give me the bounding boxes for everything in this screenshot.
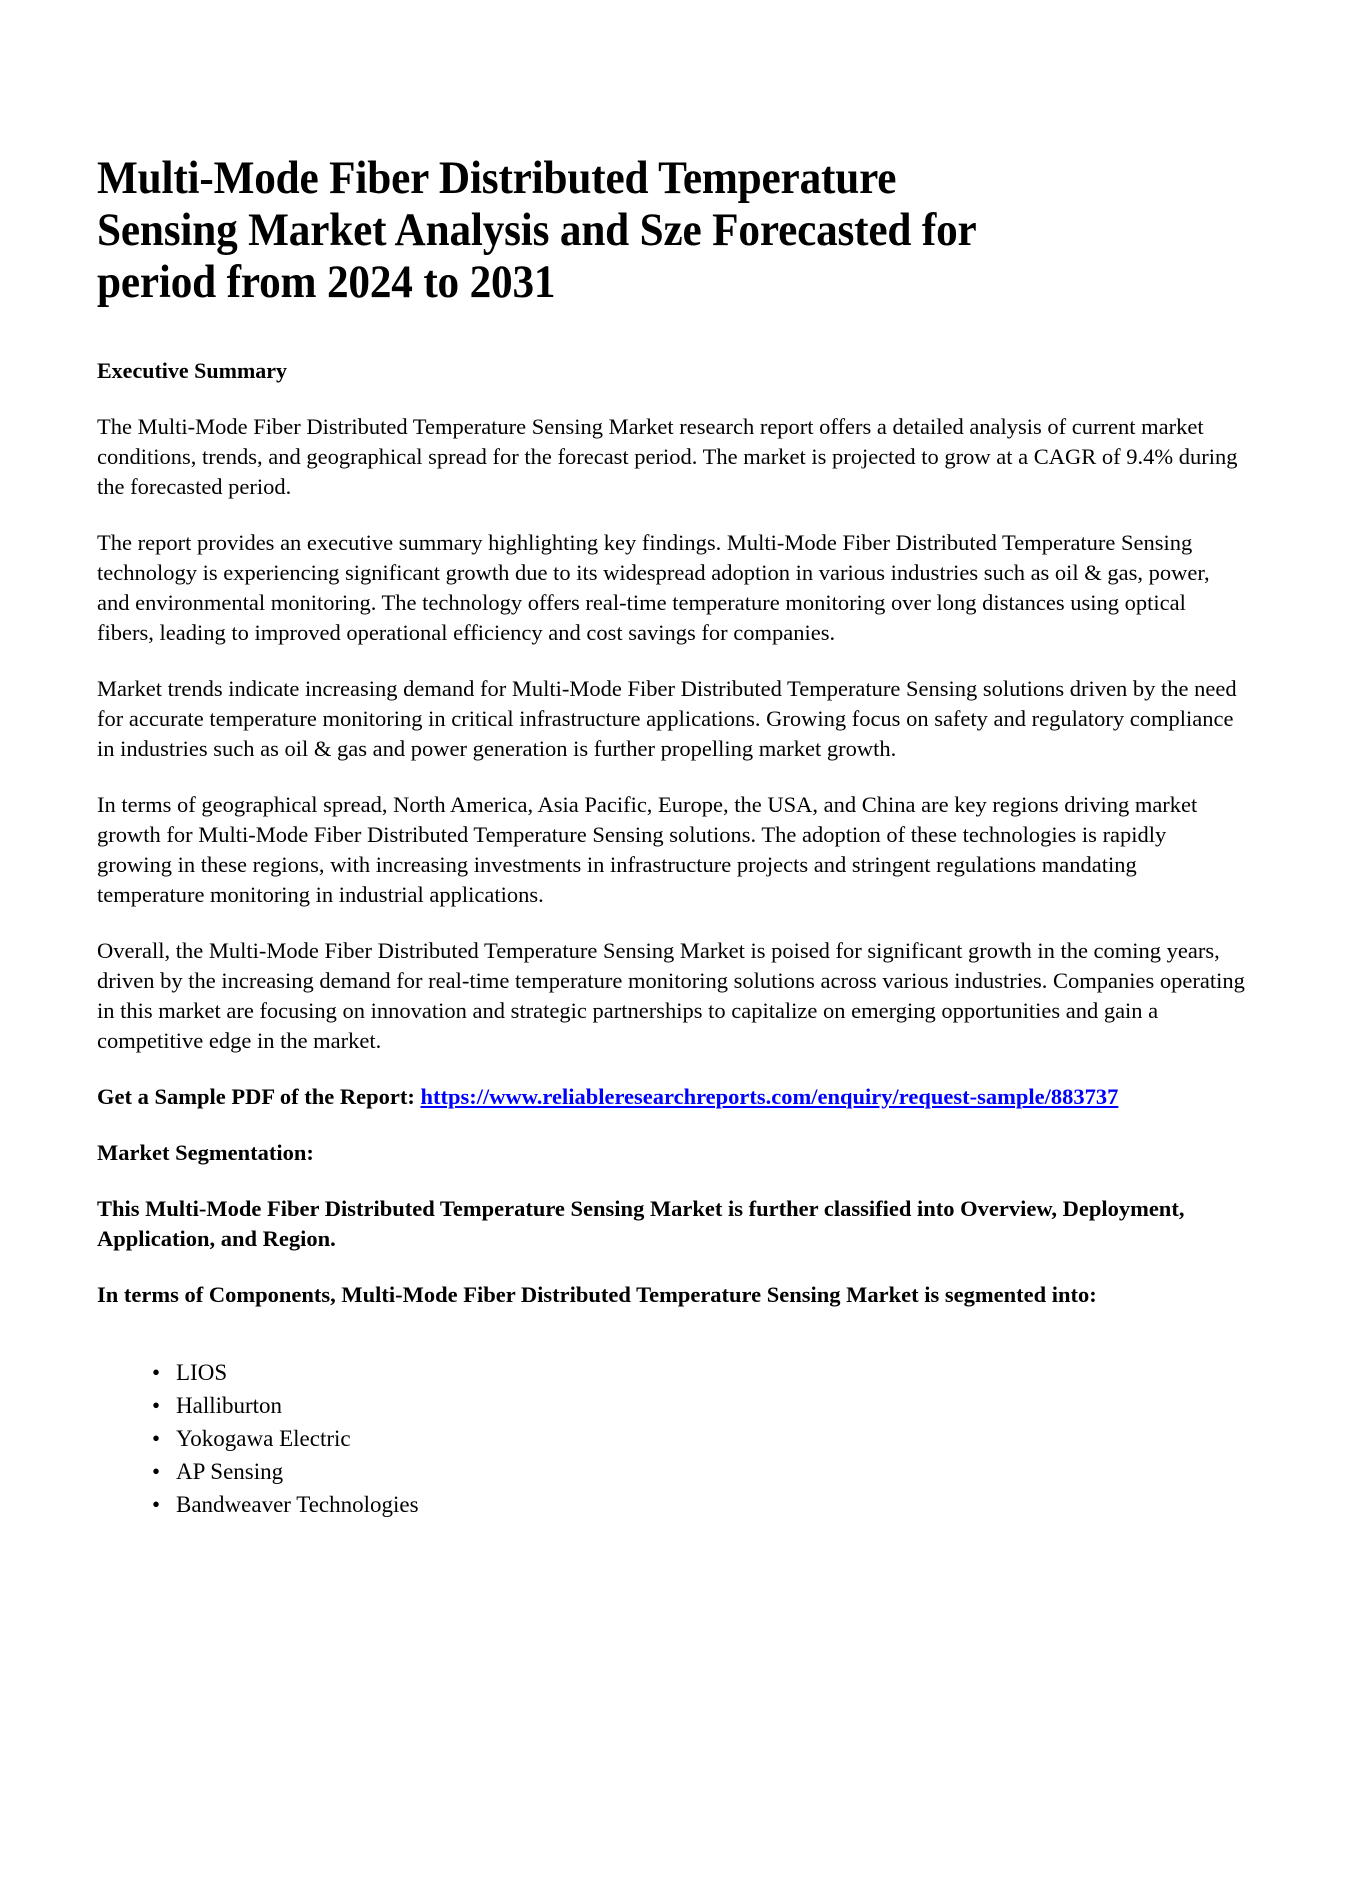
request-sample-link[interactable]: https://www.reliableresearchreports.com/enquiry/request-sample/883737 [420,1084,1119,1109]
list-item: • AP Sensing [152,1455,1245,1488]
executive-summary-paragraph-2: The report provides an executive summary highlighting key findings. Multi-Mode Fiber Distributed Temperature Sensing technology is experiencing significant growth due to its widespread adoption in various industries such as oil & gas, power, and environmental monitoring. The technology offers real-time temperature monitoring over long distances using optical fibers, leading to improved operational efficiency and cost savings for companies. [97,530,1210,645]
list-item: • LIOS [152,1356,1245,1389]
executive-summary-paragraph-1: The Multi-Mode Fiber Distributed Temperature Sensing Market research report offers a detailed analysis of current market conditions, trends, and geographical spread for the forecast period. The market is projected to grow at a CAGR of 9.4% during the forecasted period. [97,414,1238,499]
sample-pdf-label: Get a Sample PDF of the Report: [97,1084,421,1109]
list-item: • Halliburton [152,1389,1245,1422]
market-classification-text: This Multi-Mode Fiber Distributed Temperature Sensing Market is further classified into Overview, Deployment, Application, and Region. [97,1196,1185,1251]
market-segmentation-heading: Market Segmentation: [97,1140,314,1165]
list-item: • Yokogawa Electric [152,1422,1245,1455]
overall-outlook-paragraph: Overall, the Multi-Mode Fiber Distributed Temperature Sensing Market is poised for significant growth in the coming years, driven by the increasing demand for real-time temperature monitoring solutions across various industries. Companies operating in this market are focusing on innovation and strategic partnerships to capitalize on emerging opportunities and gain a competitive edge in the market. [97,938,1245,1053]
components-segmentation-heading: In terms of Components, Multi-Mode Fiber Distributed Temperature Sensing Market is segmented into: [97,1282,1097,1307]
executive-summary-heading: Executive Summary [97,358,288,383]
page-title: Multi-Mode Fiber Distributed Temperature Sensing Market Analysis and Sze Forecasted for period from 2024 to 2031 [97,152,976,308]
list-item: • Bandweaver Technologies [152,1488,1245,1521]
list-spacer [97,1336,1245,1356]
geographical-spread-paragraph: In terms of geographical spread, North America, Asia Pacific, Europe, the USA, and China are key regions driving market growth for Multi-Mode Fiber Distributed Temperature Sensing solutions. The adoption of these technologies is rapidly growing in these regions, with increasing investments in infrastructure projects and stringent regulations mandating temperature monitoring in industrial applications. [97,792,1198,907]
components-list [97,1356,1245,1521]
market-trends-paragraph: Market trends indicate increasing demand for Multi-Mode Fiber Distributed Temperature Sensing solutions driven by the need for accurate temperature monitoring in critical infrastructure applications. Growing focus on safety and regulatory compliance in industries such as oil & gas and power generation is further propelling market growth. [97,676,1237,761]
sample-pdf-line [97,1082,1245,1112]
